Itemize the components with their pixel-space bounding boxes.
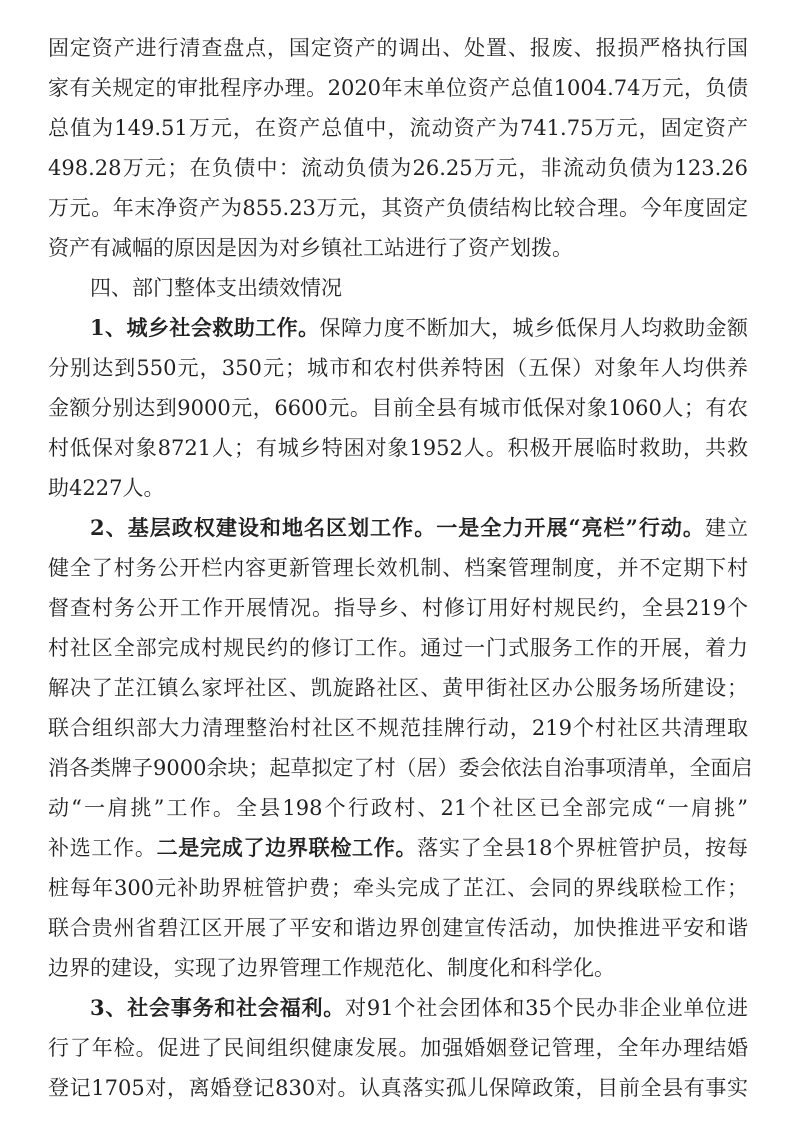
text-segment: 家有关规定的审批程序办理。2020年末单位资产总值1004.74万元，负债: [48, 76, 749, 100]
text-line: [48, 1068, 748, 1108]
text-segment: 桩每年300元补助界桩管护费；牵头完成了芷江、会同的界线联检工作；: [48, 876, 748, 900]
text-line: [48, 1028, 748, 1068]
text-line: [48, 948, 748, 988]
text-line: [48, 468, 748, 508]
text-line: [48, 148, 748, 188]
text-line: [48, 68, 748, 108]
body-text: [48, 28, 753, 1108]
text-line: [48, 28, 748, 68]
section-heading: [48, 268, 748, 308]
text-segment: 督查村务公开工作开展情况。指导乡、村修订用好村规民约，全县219个: [48, 596, 748, 620]
text-line: [48, 668, 748, 708]
text-line: [48, 348, 748, 388]
text-line: [48, 708, 748, 748]
text-segment: 建立: [704, 516, 748, 540]
subheading-bold: 3、社会事务和社会福利。: [90, 995, 346, 1020]
text-line: [48, 548, 748, 588]
text-segment: 总值为149.51万元，在资产总值中，流动资产为741.75万元，固定资产: [48, 116, 748, 140]
subheading-bold: 二是完成了边界联检工作。: [156, 835, 418, 860]
text-segment: 固定资产进行清查盘点，国定资产的调出、处置、报废、报损严格执行国: [48, 36, 748, 60]
text-line: [48, 388, 748, 428]
text-segment: 资产有减幅的原因是因为对乡镇社工站进行了资产划拨。: [48, 236, 573, 260]
text-segment: 助4227人。: [48, 476, 165, 500]
text-line: [48, 228, 748, 268]
text-line: [48, 908, 748, 948]
text-line: [48, 868, 748, 908]
section-heading-text: 四、部门整体支出绩效情况: [90, 276, 342, 300]
text-segment: 联合贵州省碧江区开展了平安和谐边界创建宣传活动，加快推进平安和谐: [48, 916, 748, 940]
text-segment: 对91个社会团体和35个民办非企业单位进: [345, 996, 748, 1020]
text-line: [48, 188, 748, 228]
paragraph-first-line: [48, 508, 748, 548]
subheading-bold: 2、基层政权建设和地名区划工作。一是全力开展“亮栏”行动。: [90, 515, 705, 540]
text-segment: 联合组织部大力清理整治村社区不规范挂牌行动，219个村社区共清理取: [48, 716, 748, 740]
text-segment: 解决了芷江镇么家坪社区、凯旋路社区、黄甲街社区办公服务场所建设；: [48, 676, 748, 700]
text-segment: 金额分别达到9000元，6600元。目前全县有城市低保对象1060人；有农: [48, 396, 748, 420]
text-segment: 消各类牌子9000余块；起草拟定了村（居）委会依法自治事项清单，全面启: [48, 756, 753, 780]
text-segment: 498.28万元；在负债中：流动负债为26.25万元，非流动负债为123.26: [48, 156, 748, 180]
text-segment: 补选工作。: [48, 836, 157, 860]
text-segment: 动“一肩挑”工作。全县198个行政村、21个社区已全部完成“一肩挑”: [48, 796, 748, 820]
text-segment: 行了年检。促进了民间组织健康发展。加强婚姻登记管理，全年办理结婚: [48, 1036, 748, 1060]
text-line: [48, 788, 748, 828]
text-line: [48, 748, 753, 788]
text-segment: 保障力度不断加大，城乡低保月人均救助金额: [319, 316, 748, 340]
text-segment: 健全了村务公开栏内容更新管理长效机制、档案管理制度，并不定期下村: [48, 556, 748, 580]
text-segment: 村社区全部完成村规民约的修订工作。通过一门式服务工作的开展，着力: [48, 636, 748, 660]
text-segment: 万元。年末净资产为855.23万元，其资产负债结构比较合理。今年度固定: [48, 196, 748, 220]
text-line: [48, 828, 748, 868]
text-line: [48, 428, 748, 468]
paragraph-first-line: [48, 308, 748, 348]
text-segment: 登记1705对，离婚登记830对。认真落实孤儿保障政策，目前全县有事实: [48, 1076, 748, 1100]
text-segment: 落实了全县18个界桩管护员，按每: [417, 836, 748, 860]
text-line: [48, 588, 748, 628]
paragraph-first-line: [48, 988, 748, 1028]
text-segment: 分别达到550元，350元；城市和农村供养特困（五保）对象年人均供养: [48, 356, 748, 380]
text-line: [48, 628, 748, 668]
text-segment: 村低保对象8721人；有城乡特困对象1952人。积极开展临时救助，共救: [48, 436, 748, 460]
text-segment: 边界的建设，实现了边界管理工作规范化、制度化和科学化。: [48, 956, 615, 980]
subheading-bold: 1、城乡社会救助工作。: [90, 315, 320, 340]
text-line: [48, 108, 748, 148]
